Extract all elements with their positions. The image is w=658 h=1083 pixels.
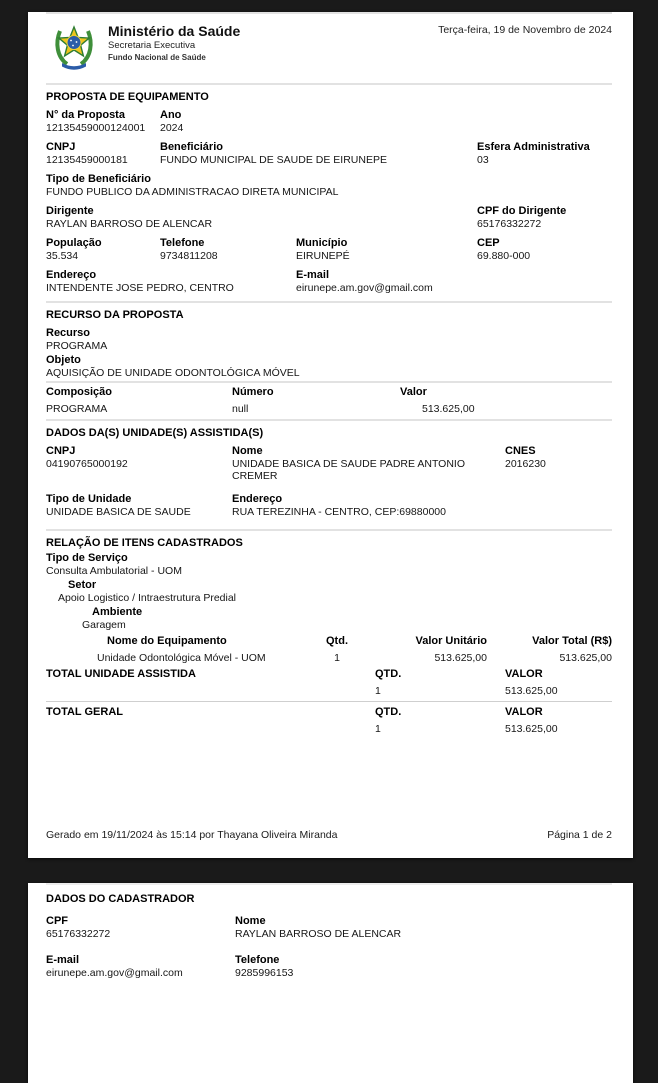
field-numero-proposta [46,109,160,134]
equip-valor-total-cell: 513.625,00 [559,652,612,664]
field-label: Endereço [46,269,97,281]
field-label: Tipo de Beneficiário [46,173,151,185]
field-unidade-nome [232,445,505,482]
field-label: Município [296,237,348,249]
equip-qtd-cell: 1 [334,652,340,664]
field-label: CPF [46,915,68,927]
field-label: CPF do Dirigente [477,205,567,217]
field-label: Dirigente [46,205,94,217]
field-label: CNPJ [46,141,76,153]
field-label: Tipo de Unidade [46,493,132,505]
field-value: EIRUNEPÉ [296,250,350,262]
section-title-proposta: PROPOSTA DE EQUIPAMENTO [46,91,209,103]
field-label: Recurso [46,327,91,339]
generated-info: Gerado em 19/11/2024 às 15:14 por Thayana Oliveira Miranda [46,829,338,841]
field-label: Endereço [232,493,283,505]
field-unidade-cnes [505,445,612,482]
total-geral-qtd-header: QTD. [375,706,402,718]
fund-subtitle: Fundo Nacional de Saúde [108,53,206,62]
field-value: 12135459000124001 [46,122,146,134]
field-label: CEP [477,237,500,249]
field-endereco [46,269,296,294]
field-cpf-dirigente [477,205,612,230]
field-cadastrador-cpf [46,915,235,940]
cadastrador-row [46,915,612,993]
field-label: CNPJ [46,445,76,457]
field-email [296,269,612,294]
field-label: Telefone [235,954,280,966]
total-unidade-assistida-block [46,666,612,701]
document-date: Terça-feira, 19 de Novembro de 2024 [438,24,612,36]
field-dirigente [46,205,477,230]
field-label: Objeto [46,354,81,366]
field-cep [477,237,612,262]
field-value: 9734811208 [160,250,218,262]
field-tipo-beneficiario [46,173,612,198]
numero-header: Número [232,386,274,398]
field-row [46,141,612,168]
unidade-row [46,493,612,520]
secretariat-subtitle: Secretaria Executiva [108,40,196,51]
total-geral-label: TOTAL GERAL [46,706,123,718]
field-tipo-servico [46,552,612,577]
equip-valor-unitario-header: Valor Unitário [415,635,487,647]
document-header [46,14,612,83]
divider [46,883,612,885]
total-geral-block [46,704,612,739]
field-value: 03 [477,154,489,166]
page-number: Página 1 de 2 [547,829,612,841]
equip-nome-cell: Unidade Odontológica Móvel - UOM [97,652,266,664]
spacer [46,721,375,739]
section-title-unidade-assistida: DADOS DA(S) UNIDADE(S) ASSISTIDA(S) [46,427,264,439]
field-ano [160,109,612,134]
field-value: 2016230 [505,458,546,470]
divider [46,419,612,421]
valor-cell: 513.625,00 [422,403,475,415]
field-value: eirunepe.am.gov@gmail.com [296,282,433,294]
unidade-row [46,445,612,484]
field-label: Ano [160,109,182,121]
valor-header: Valor [400,386,427,398]
field-value: FUNDO MUNICIPAL DE SAUDE DE EIRUNEPE [160,154,387,166]
section-title-itens: RELAÇÃO DE ITENS CADASTRADOS [46,537,243,549]
field-tipo-unidade [46,493,232,518]
total-unidade-qtd-value: 1 [375,685,381,697]
field-label: Nome [232,445,263,457]
total-geral-qtd-value: 1 [375,723,381,735]
field-cadastrador-email [46,954,235,979]
divider [46,529,612,531]
field-value: RAYLAN BARROSO DE ALENCAR [46,218,213,230]
divider [46,701,612,702]
field-value: UNIDADE BASICA DE SAUDE [46,506,191,518]
field-municipio [296,237,477,262]
equip-valor-unitario-cell: 513.625,00 [434,652,487,664]
field-value: FUNDO PUBLICO DA ADMINISTRACAO DIRETA MUNICIPAL [46,186,339,198]
field-row [46,173,612,200]
spacer [46,683,375,701]
field-value: INTENDENTE JOSE PEDRO, CENTRO [46,282,234,294]
document-page-2 [28,883,633,1083]
composicao-table [46,383,612,419]
field-ambiente [46,606,612,631]
field-value: RAYLAN BARROSO DE ALENCAR [235,928,402,940]
field-label: Ambiente [92,606,143,618]
field-populacao [46,237,160,262]
ministry-title: Ministério da Saúde [108,23,241,39]
field-unidade-cnpj [46,445,232,482]
field-row [46,109,612,136]
composicao-cell: PROGRAMA [46,403,108,415]
field-cadastrador-telefone [235,954,612,979]
field-value: AQUISIÇÃO DE UNIDADE ODONTOLÓGICA MÓVEL [46,367,300,379]
brand-block [46,21,240,71]
field-cadastrador-nome [235,915,612,940]
field-value: eirunepe.am.gov@gmail.com [46,967,183,979]
field-value: 65176332272 [477,218,542,230]
field-value: PROGRAMA [46,340,108,352]
field-label: Setor [68,579,97,591]
equip-nome-header: Nome do Equipamento [107,635,227,647]
field-value: RUA TEREZINHA - CENTRO, CEP:69880000 [232,506,446,518]
divider [46,83,612,85]
brand-titles [108,21,240,63]
total-geral-valor-header: VALOR [505,706,543,718]
field-value: 35.534 [46,250,79,262]
field-label: E-mail [46,954,80,966]
field-row [46,237,612,264]
total-unidade-valor-header: VALOR [505,668,543,680]
section-title-recurso: RECURSO DA PROPOSTA [46,309,184,321]
field-label: Esfera Administrativa [477,141,590,153]
total-unidade-label: TOTAL UNIDADE ASSISTIDA [46,668,196,680]
field-objeto [46,354,612,379]
field-cnpj [46,141,160,166]
total-geral-valor-value: 513.625,00 [505,723,558,735]
field-label: População [46,237,102,249]
field-telefone [160,237,296,262]
document-page-1 [28,12,633,858]
field-recurso [46,327,612,352]
composicao-header: Composição [46,386,113,398]
field-label: E-mail [296,269,330,281]
field-value: 2024 [160,122,184,134]
field-setor [46,579,612,604]
field-value: Apoio Logistico / Intraestrutura Predial [58,592,237,604]
equipamentos-table [46,633,612,666]
numero-cell: null [232,403,249,415]
field-value: 69.880-000 [477,250,531,262]
field-value: Consulta Ambulatorial - UOM [46,565,182,577]
field-label: Tipo de Serviço [46,552,128,564]
field-value: 04190765000192 [46,458,128,470]
section-title-cadastrador: DADOS DO CADASTRADOR [46,893,195,905]
equip-valor-total-header: Valor Total (R$) [532,635,612,647]
page-footer [46,829,612,841]
field-value: 12135459000181 [46,154,128,166]
field-label: Nome [235,915,266,927]
field-esfera-administrativa [477,141,612,166]
field-label: Beneficiário [160,141,223,153]
field-label: CNES [505,445,536,457]
field-value: 65176332272 [46,928,111,940]
field-value: 9285996153 [235,967,294,979]
field-beneficiario [160,141,477,166]
field-label: Telefone [160,237,205,249]
total-unidade-qtd-header: QTD. [375,668,402,680]
field-row [46,205,612,232]
total-unidade-valor-value: 513.625,00 [505,685,558,697]
field-value: Garagem [82,619,126,631]
field-value: UNIDADE BASICA DE SAUDE PADRE ANTONIO CREMER [232,458,465,482]
field-label: N° da Proposta [46,109,125,121]
field-row [46,269,612,296]
equip-qtd-header: Qtd. [326,635,348,647]
field-unidade-endereco [232,493,612,518]
divider [46,301,612,303]
brazil-coat-of-arms-icon [54,23,94,71]
